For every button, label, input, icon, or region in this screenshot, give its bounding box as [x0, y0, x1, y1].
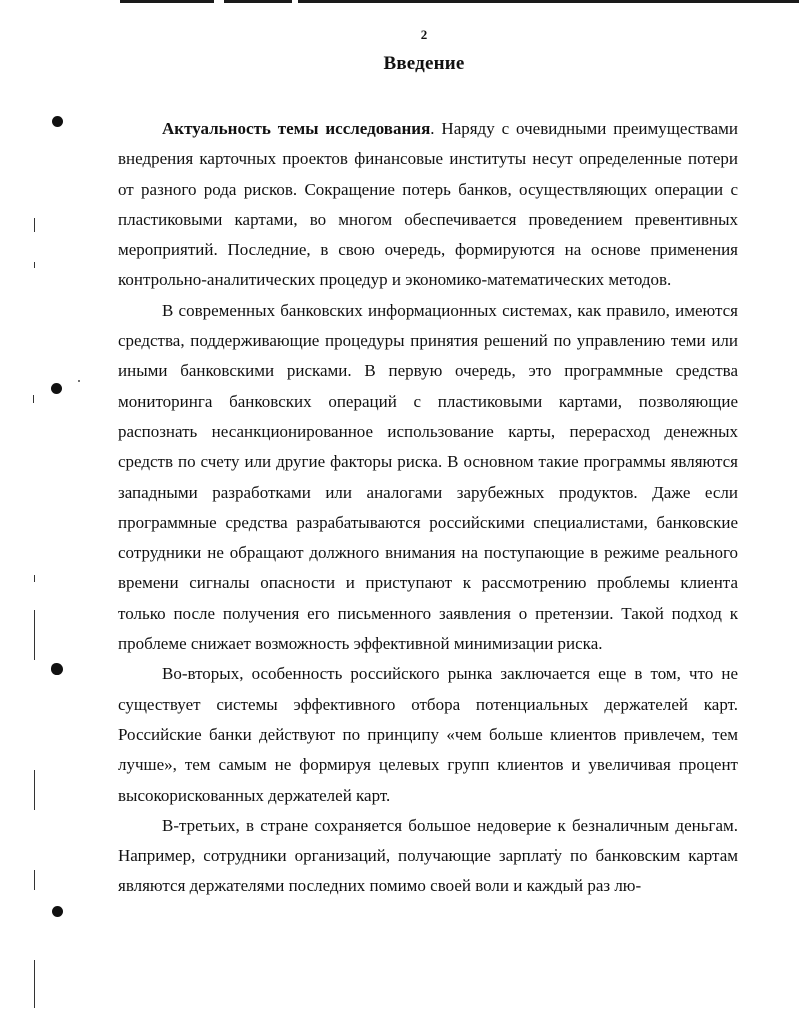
document-body: [118, 114, 738, 902]
paragraph-banking-systems: [118, 296, 738, 660]
margin-scan-mark: [34, 575, 35, 582]
binding-hole-mark: [51, 663, 63, 675]
margin-scan-mark: [34, 770, 35, 810]
paragraph-relevance: [118, 114, 738, 296]
margin-scan-mark: [34, 960, 35, 1008]
page-number: 2: [420, 27, 428, 42]
page-title: Введение: [383, 53, 465, 74]
paragraph-text: . Наряду с очевидными преимуществами внедрения карточных проектов финансовые институты несут определенные потери от разного рода рисков. Сокращение потерь банков, осуществляющих операции с пластиковыми картами, во многом обеспечивается проведением превентивных мероприятий. Последние, в свою очередь, формируются на основе применения контрольно-аналитических процедур и экономико-математических методов.: [118, 119, 738, 290]
binding-hole-mark: [52, 116, 63, 127]
margin-scan-mark: [34, 218, 35, 232]
paragraph-text: В современных банковских информационных системах, как правило, имеются средства, поддерживающие процедуры принятия решений по управлению теми или иными банковскими рисками. В первую очередь, это программные средства мониторинга банковских операций с пластиковыми картами, позволяющие распознать несанкционированное использование карты, перерасход денежных средств по счету или другие факторы риска. В основном такие программы являются западными разработками или аналогами зарубежных продуктов. Даже если программные средства разрабатываются российскими специалистами, банковские сотрудники не обращают должного внимания на поступающие в режиме реального времени сигналы опасности и приступают к рассмотрению проблемы клиента только после получения его письменного заявления о претензии. Такой подход к проблеме снижает возможность эффективной минимизации риска.: [118, 300, 738, 654]
paragraph-second-point: [118, 659, 738, 810]
paragraph-third-point: [118, 811, 738, 902]
paragraph-text: В-третьих, в стране сохраняется большое недоверие к безналичным деньгам. Например, сотрудники организаций, получающие зарплату по банковским картам являются держателями последних помимо своей воли и каждый раз лю-: [118, 815, 738, 896]
paragraph-text: Во-вторых, особенность российского рынка заключается еще в том, что не существует системы эффективного отбора потенциальных держателей карт. Российские банки действуют по принципу «чем больше клиентов привлечем, тем лучше», тем самым не формируя целевых групп клиентов и увеличивая процент высокорискованных держателей карт.: [118, 664, 738, 805]
margin-scan-mark: [34, 870, 35, 890]
margin-scan-mark: [33, 395, 34, 403]
margin-scan-mark: [34, 262, 35, 268]
top-scan-rule-gap: [292, 0, 298, 3]
margin-scan-mark: [34, 610, 35, 660]
top-scan-rule-gap: [214, 0, 224, 3]
paragraph-lead: Актуальность темы исследования: [162, 119, 431, 138]
binding-hole-mark: [52, 906, 63, 917]
scan-speck: [78, 380, 80, 382]
binding-hole-mark: [51, 383, 62, 394]
